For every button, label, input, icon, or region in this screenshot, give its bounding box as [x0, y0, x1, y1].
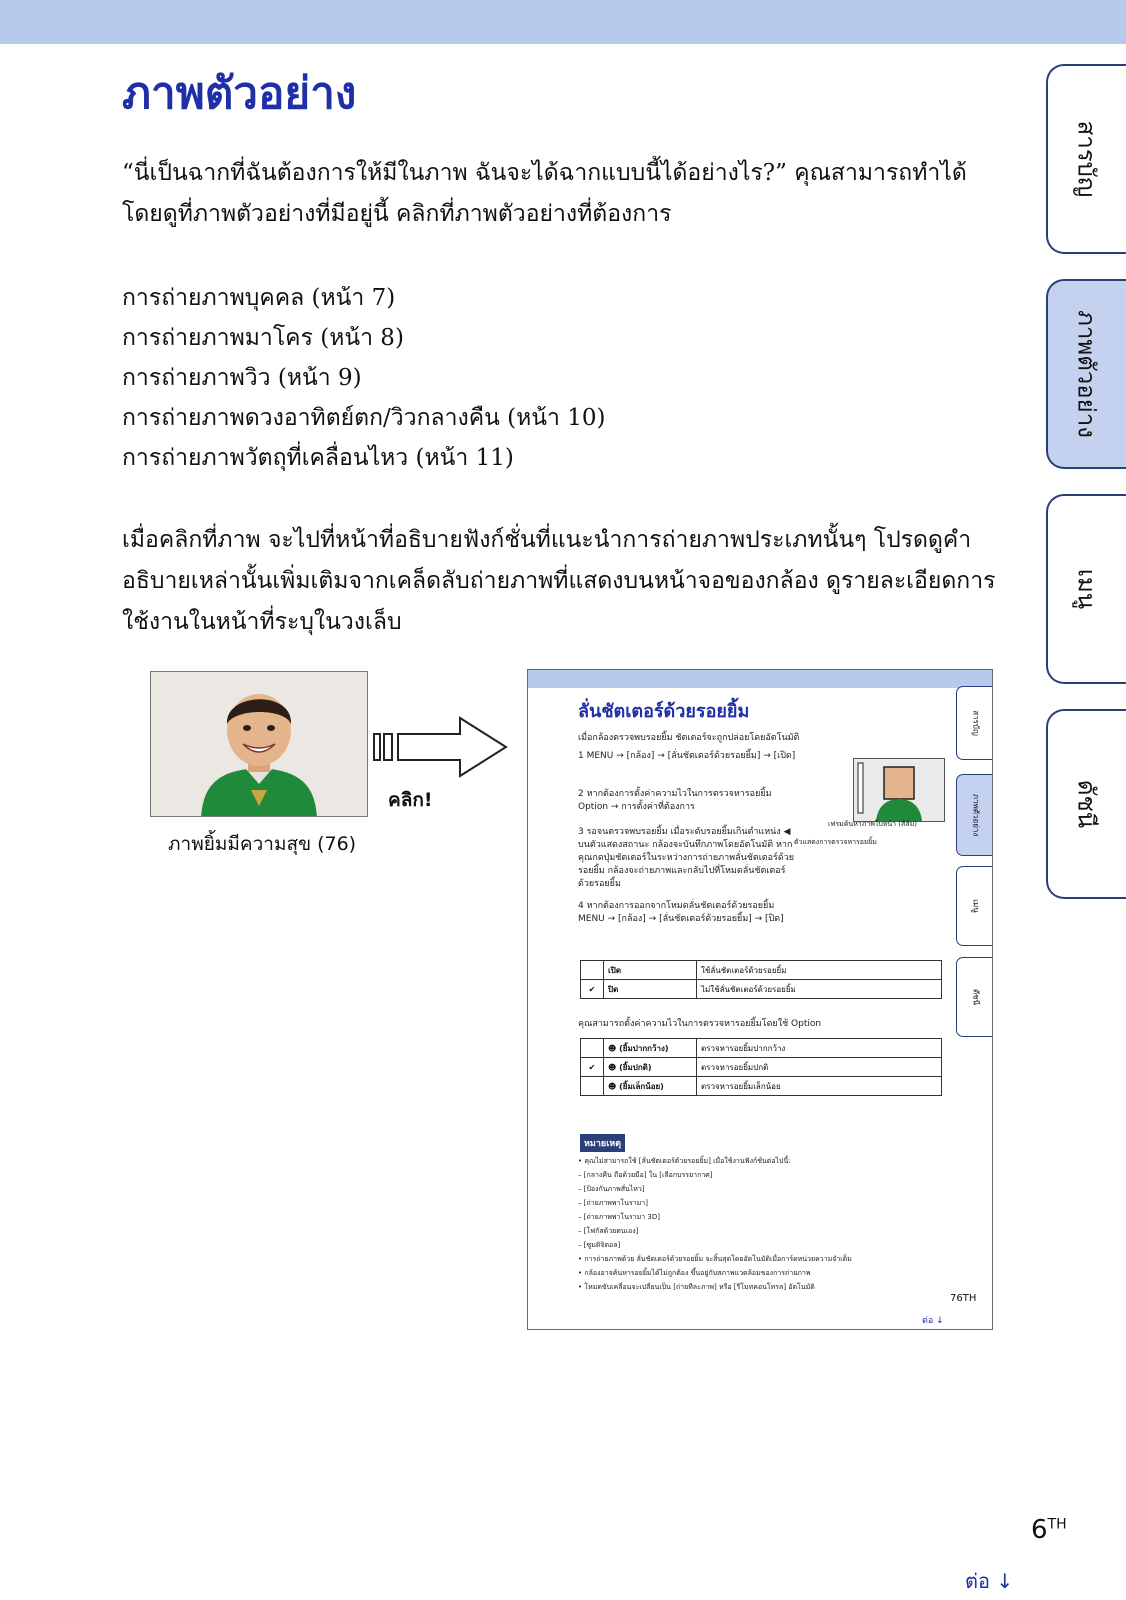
photo-caption: ภาพยิ้มมีความสุข (76) [168, 833, 357, 855]
page-76-thumbnail[interactable] [527, 669, 993, 1330]
tab-sample-photos-label: ภาพตัวอย่าง [1072, 310, 1101, 438]
list-item: – [ถ่ายภาพพาโนรามา] [578, 1199, 648, 1207]
thumbnail-step-4: 4 หากต้องการออกจากโหมดลั่นชัตเตอร์ด้วยรอยยิ้ม MENU → [กล้อง] → [ลั่นชัตเตอร์ด้วยรอยยิ้ม] → [ปิด] [578, 901, 784, 924]
thumbnail-header-bar [528, 670, 992, 688]
thumbnail-tab-menu: เมนู [956, 866, 993, 946]
face-detection-frame-image [853, 758, 945, 822]
thumbnail-tab-contents: สารบัญ [956, 686, 993, 760]
page-number [1031, 1515, 1067, 1545]
thumbnail-step-3: 3 รอจนตรวจพบรอยยิ้ม เมื่อระดับรอยยิ้มเกินตำแหน่ง ◀ บนตัวแสดงสถานะ กล้องจะบันทึกภาพโดยอัตโนมัติ หากคุณกดปุ่มชัตเตอร์ในระหว่างการถ่ายภาพลั่นชัตเตอร์ด้วยรอยยิ้ม กล้องจะถ่ายภาพและกลับไปที่โหมดลั่นชัตเตอร์ด้วยรอยยิ้ม [578, 827, 795, 889]
intro-text: “นี่เป็นฉากที่ฉันต้องการให้มีในภาพ ฉันจะได้ฉากแบบนี้ได้อย่างไร?” คุณสามารถทำได้โดยดูที่ภาพตัวอย่างที่มีอยู่นี้ คลิกที่ภาพตัวอย่างที่ต้องการ [122, 160, 967, 227]
list-item: – [ถ่ายภาพพาโนรามา 3D] [578, 1213, 661, 1221]
thumbnail-sensitivity-table [580, 1038, 942, 1096]
tab-index-label: ดัชนี [1072, 779, 1101, 829]
sample-links-list [122, 278, 605, 478]
tab-menu[interactable] [1046, 494, 1126, 684]
thumbnail-notes-label: หมายเหตุ [580, 1134, 625, 1152]
link-moving-subjects[interactable]: การถ่ายภาพวัตถุที่เคลื่อนไหว (หน้า 11) [122, 445, 514, 471]
continue-link[interactable]: ต่อ ↓ [965, 1569, 1014, 1593]
thumbnail-step-2: 2 หากต้องการตั้งค่าความไวในการตรวจหารอยยิ้ม Option → การตั้งค่าที่ต้องการ [578, 789, 772, 812]
list-item: – [ป้องกันภาพสั่นไหว] [578, 1185, 645, 1193]
page-number-suffix: TH [1047, 1516, 1067, 1533]
thumbnail-frame-caption-1: เฟรมค้นหาภาพใบหน้า (สีส้ม) [828, 820, 917, 828]
list-item: • กล้องอาจค้นหารอยยิ้มได้ไม่ถูกต้อง ขึ้นอยู่กับสภาพแวดล้อมของการถ่ายภาพ [578, 1269, 811, 1277]
tab-sample-photos[interactable] [1046, 279, 1126, 469]
table-row: ☻ (ยิ้มปากกว้าง) ตรวจหารอยยิ้มปากกว้าง [581, 1039, 942, 1058]
tab-contents[interactable] [1046, 64, 1126, 254]
thumbnail-notes [578, 1154, 898, 1294]
list-item: • โหมดขับเคลื่อนจะเปลี่ยนเป็น [ถ่ายทีละภาพ] หรือ [รีโมทคอนโทรล] อัตโนมัติ [578, 1283, 815, 1291]
tab-contents-label: สารบัญ [1072, 120, 1101, 198]
list-item: – [กลางคืน ถือด้วยมือ] ใน [เลือกบรรยากาศ] [578, 1171, 713, 1179]
thumbnail-tab-sample-photos: ภาพตัวอย่าง [956, 774, 993, 856]
thumbnail-page-number: 76TH [950, 1293, 977, 1304]
smiling-boy-photo[interactable] [150, 671, 368, 817]
thumbnail-intro: เมื่อกล้องตรวจพบรอยยิ้ม ชัตเตอร์จะถูกปล่อยโดยอัตโนมัติ [578, 733, 800, 743]
tab-menu-label: เมนู [1072, 568, 1101, 610]
thumbnail-continue: ต่อ ↓ [922, 1316, 944, 1326]
link-portrait[interactable]: การถ่ายภาพบุคคล (หน้า 7) [122, 285, 396, 311]
description-text: เมื่อคลิกที่ภาพ จะไปที่หน้าที่อธิบายฟังก์ชั่นที่แนะนำการถ่ายภาพประเภทนั้นๆ โปรดดูคำอธิบายเหล่านั้นเพิ่มเติมจากเคล็ดลับถ่ายภาพที่แสดงบนหน้าจอของกล้อง ดูรายละเอียดการใช้งานในหน้าที่ระบุในวงเล็บ [122, 527, 996, 635]
link-macro[interactable]: การถ่ายภาพมาโคร (หน้า 8) [122, 325, 404, 351]
table-row: เปิด ใช้ลั่นชัตเตอร์ด้วยรอยยิ้ม [581, 961, 942, 980]
list-item: – [โฟกัสด้วยตนเอง] [578, 1227, 639, 1235]
thumbnail-setting-table [580, 960, 942, 999]
thumbnail-frame-caption-2: ตัวแสดงการตรวจหารอยยิ้ม [794, 838, 877, 846]
link-landscape[interactable]: การถ่ายภาพวิว (หน้า 9) [122, 365, 362, 391]
table-row: ☻ (ยิ้มเล็กน้อย) ตรวจหารอยยิ้มเล็กน้อย [581, 1077, 942, 1096]
click-label: คลิก! [388, 789, 433, 811]
thumbnail-step-1: 1 MENU → [กล้อง] → [ลั่นชัตเตอร์ด้วยรอยยิ้ม] → [เปิด] [578, 751, 796, 761]
table-row: ✔ ☻ (ยิ้มปกติ) ตรวจหารอยยิ้มปกติ [581, 1058, 942, 1077]
boy-illustration [151, 672, 368, 817]
link-sunset-night[interactable]: การถ่ายภาพดวงอาทิตย์ตก/วิวกลางคืน (หน้า 10) [122, 405, 606, 431]
list-item: – [ซูมดิจิตอล] [578, 1241, 621, 1249]
page-number-value: 6 [1031, 1515, 1048, 1545]
page-title: ภาพตัวอย่าง [122, 68, 357, 119]
top-header-bar [0, 0, 1126, 44]
thumbnail-title: ลั่นชัตเตอร์ด้วยรอยยิ้ม [578, 701, 750, 722]
thumbnail-sensitivity-text: คุณสามารถตั้งค่าความไวในการตรวจหารอยยิ้มโดยใช้ Option [578, 1019, 822, 1029]
list-item: • คุณไม่สามารถใช้ [ลั่นชัตเตอร์ด้วยรอยยิ้ม] เมื่อใช้งานฟังก์ชั่นต่อไปนี้: [578, 1157, 791, 1165]
arrow-right-icon [372, 716, 512, 780]
table-row: ✔ ปิด ไม่ใช้ลั่นชัตเตอร์ด้วยรอยยิ้ม [581, 980, 942, 999]
thumbnail-tab-index: ดัชนี [956, 957, 993, 1037]
tab-index[interactable] [1046, 709, 1126, 899]
list-item: • การถ่ายภาพด้วย ลั่นชัตเตอร์ด้วยรอยยิ้ม จะสิ้นสุดโดยอัตโนมัติเมื่อการ์ดหน่วยความจำเต็ม [578, 1255, 852, 1263]
